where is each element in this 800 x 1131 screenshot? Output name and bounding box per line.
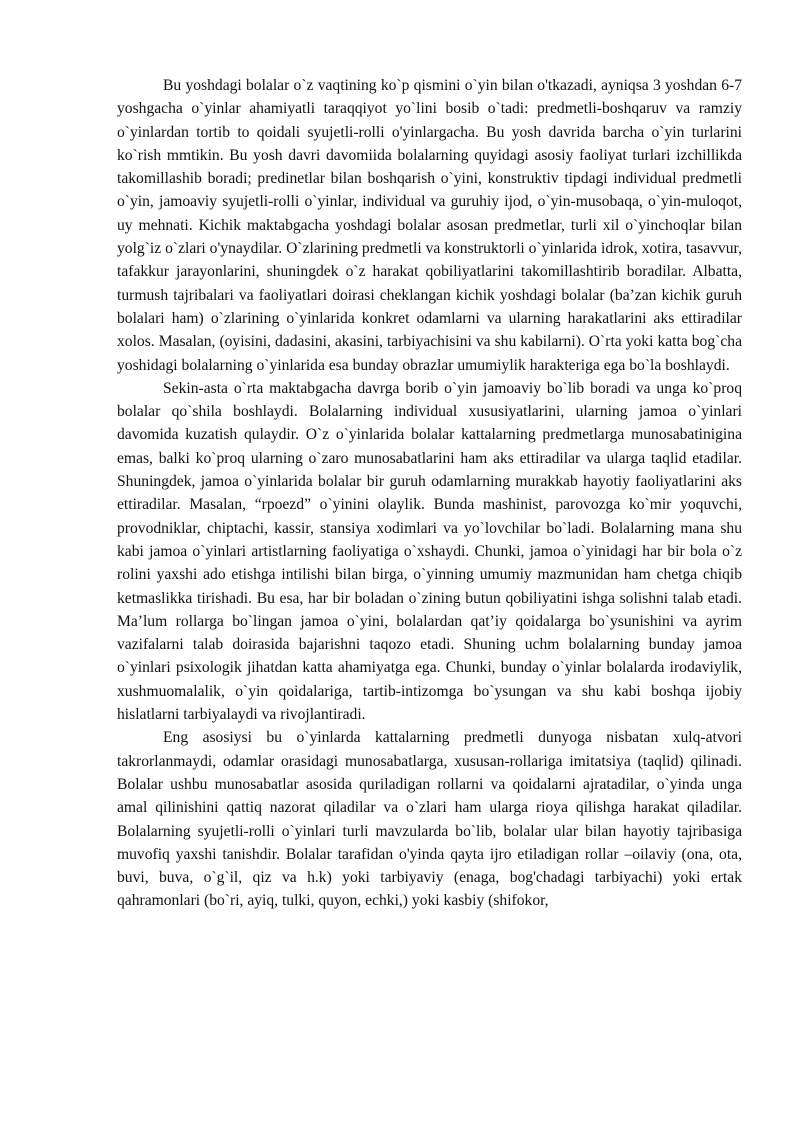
paragraph-2: Sekin-asta o`rta maktabgacha davrga borib o`yin jamoaviy bo`lib boradi va unga ko`proq bolalar qo`shila boshlaydi. Bolalarning individual xususiyatlarini, ularning jamoa o`yinlari davomida kuzatish qulaydir. O`z o`yinlarida bolalar kattalarning predmetlarga munosabatinigina emas, balki ko`proq ularning o`zaro munosabatlarini ham aks ettiradilar va ularga taqlid etadilar. Shuningdek, jamoa o`yinlarida bolalar bir guruh odamlarning murakkab hayotiy faoliyatlarini aks ettiradilar. Masalan, “rpoezd” o`yinini olaylik. Bunda mashinist, parovozga ko`mir yoquvchi, provodniklar, chiptachi, kassir, stansiya xodimlari va yo`lovchilar bo`ladi. Bolalarning mana shu kabi jamoa o`yinlari artistlarning faoliyatiga o`xshaydi. Chunki, jamoa o`yinidagi har bir bola o`z rolini yaxshi ado etishga intilishi bilan birga, o`yinning umumiy mazmunidan ham chetga chiqib ketmaslikka tirishadi. Bu esa, har bir boladan o`zining butun qobiliyatini ishga solishni talab etadi. Ma’lum rollarga bo`lingan jamoa o`yini, bolalardan qat’iy qoidalarga bo`ysunishini va ayrim vazifalarni talab doirasida bajarishni taqozo etadi. Shuning uchm bolalarning bunday jamoa o`yinlari psixologik jihatdan katta ahamiyatga ega. Chunki, bunday o`yinlar bolalarda irodaviylik, xushmuomalalik, o`yin qoidalariga, tartib-intizomga bo`ysungan va shu kabi boshqa ijobiy hislatlarni tarbiyalaydi va rivojlantiradi. [117, 379, 742, 724]
paragraph-1: Bu yoshdagi bolalar o`z vaqtining ko`p qismini o`yin bilan o'tkazadi, ayniqsa 3 yoshdan 6-7 yoshgacha o`yinlar ahamiyatli taraqqiyot yo`lini bosib o`tadi: predmetli-boshqaruv va ramziy o`yinlardan tortib to qoidali syujetli-rolli o'yinlargacha. Bu yosh davrida barcha o`yin turlarini ko`rish mmtikin. Bu yosh davri davomiida bolalarning quyidagi asosiy faoliyat turlari izchillikda takomillashib boradi; predinetlar bilan boshqarish o`yini, konstruktiv tipdagi individual predmetli o`yin, jamoaviy syujetli-rolli o`yinlar, individual va guruhiy ijod, o`yin-musobaqa, o`yin-muloqot, uy mehnati. Kichik maktabgacha yoshdagi bolalar asosan predmetlar, turli xil o`yinchoqlar bilan yolg`iz o`zlari o'ynaydilar. O`zlarining predmetli va konstruktorli o`yinlarida idrok, xotira, tasavvur, tafakkur jarayonlarini, shuningdek o`z harakat qobiliyatlarini takomillashtirib boradilar. Albatta, turmush tajribalari va faoliyatlari doirasi cheklangan kichik yoshdagi bolalar (ba’zan kichik guruh bolalari ham) o`zlarining o`yinlarida konkret odamlarni va ularning harakatlarini aks ettiradilar xolos. Masalan, (oyisini, dadasini, akasini, tarbiyachisini va shu kabilarni). O`rta yoki katta bog`cha yoshidagi bolalarning o`yinlarida esa bunday obrazlar umumiylik harakteriga ega bo`la boshlaydi. [117, 77, 742, 374]
document-page [117, 74, 742, 913]
paragraph-3: Eng asosiysi bu o`yinlarda kattalarning predmetli dunyoga nisbatan xulq-atvori takrorlanmaydi, odamlar orasidagi munosabatlarga, xususan-rollariga imitatsiya (taqlid) qilinadi. Bolalar ushbu munosabatlar asosida quriladigan rollarni va qoidalarni ajratadilar, o`yinda unga amal qilinishini qattiq nazorat qiladilar va o`zlari ham ularga rioya qilishga harakat qiladilar. Bolalarning syujetli-rolli o`yinlari turli mavzularda bo`lib, bolalar ular bilan hayotiy tajribasiga muvofiq yaxshi tanishdir. Bolalar tarafidan o'yinda qayta ijro etiladigan rollar –oilaviy (ona, ota, buvi, buva, o`g`il, qiz va h.k) yoki tarbiyaviy (enaga, bog'chadagi tarbiyachi) yoki ertak qahramonlari (bo`ri, ayiq, tulki, quyon, echki,) yoki kasbiy (shifokor, [117, 729, 742, 910]
